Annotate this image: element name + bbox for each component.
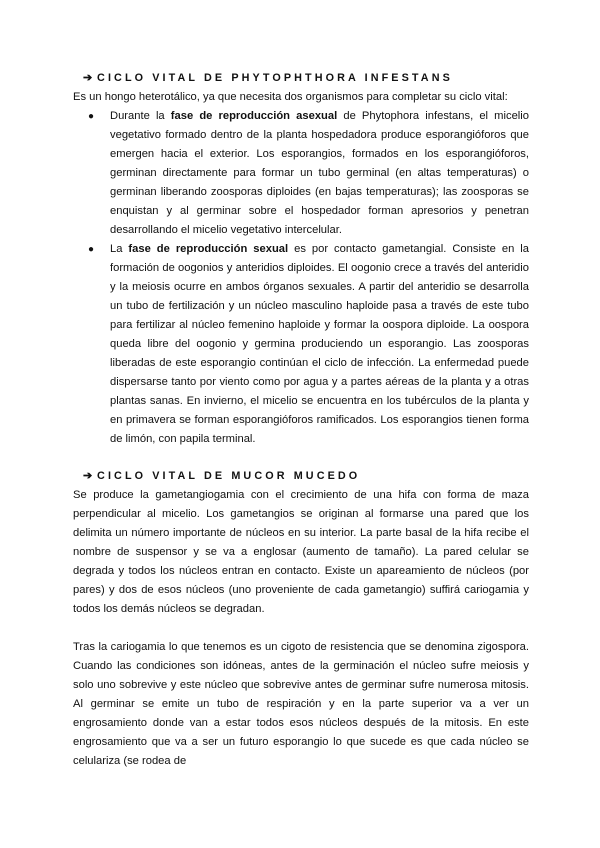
bullet-text-post: es por contacto gametangial. Consiste en la formación de oogonios y anteridios diploides. El oogonio crece a través del anteridio y la meiosis ocurre en ambos órganos sexuales. A partir del anteridio se desarrolla un tubo de fertilización y un núcleo masculino haploide pasa a través de este tubo para fertilizar al núcleo femenino haploide y formar la oospora diploide. La oospora queda libre del oogonio y germina produciendo un esporangio. Las zoosporas liberadas de este esporangio continúan el ciclo de infección. La enfermedad puede dispersarse tanto por viento como por agua y a partes aéreas de la planta y a otras plantas sanas. En invierno, el micelio se encuentra en los tubérculos de la planta y en primavera se forman esporangióforos ramificados. Los esporangios tienen forma de limón, con papila terminal. <box>110 243 529 445</box>
bullet-icon: ● <box>88 244 95 255</box>
body-paragraph-1: Se produce la gametangiogamia con el crecimiento de una hifa con forma de maza perpendicular al micelio. Los gametangios se originan al formarse una pared que los delimita un número importante de núcleos en su interior. La parte basal de la hifa recibe el nombre de suspensor y se va a englosar (aumento de tamaño). La pared celular se degrada y todos los núcleos entran en contacto. Existe un apareamiento de núcleos (por pares) y dos de esos núcleos (uno proveniente de cada gametangio) suffirá cariogamia y todos los demás núcleos se degradan. <box>73 489 529 615</box>
section-heading-phytophthora <box>83 69 529 88</box>
bullet-icon: ● <box>88 111 95 122</box>
spacer <box>73 619 529 638</box>
arrow-icon: ➔ <box>83 72 93 84</box>
bullet-bold-term: fase de reproducción asexual <box>170 110 338 122</box>
bullet-text-pre: La <box>110 243 129 255</box>
arrow-icon: ➔ <box>83 470 93 482</box>
bullet-item-sexual <box>73 240 529 449</box>
bullet-text-pre: Durante la <box>110 110 171 122</box>
bullet-item-asexual <box>73 107 529 240</box>
bullet-bold-term: fase de reproducción sexual <box>128 243 289 255</box>
heading-text: CICLO VITAL DE MUCOR MUCEDO <box>97 470 361 482</box>
intro-paragraph: Es un hongo heterotálico, ya que necesita dos organismos para completar su ciclo vital: <box>73 91 508 103</box>
document-content <box>73 69 529 771</box>
spacer <box>73 449 529 467</box>
bullet-list <box>73 107 529 449</box>
body-paragraph-2: Tras la cariogamia lo que tenemos es un cigoto de resistencia que se denomina zigospora. Cuando las condiciones son idóneas, antes de la germinación el núcleo sufre meiosis y solo uno sobrevive y este núcleo que sobrevive antes de germinar sufre numerosa mitosis. Al germinar se emite un tubo de respiración y en la parte superior va a ver un engrosamiento donde van a estar todos esos núcleos después de la mitosis. En este engrosamiento que va a ser un futuro esporangio lo que sucede es que cada núcleo se celulariza (se rodea de <box>73 641 529 767</box>
bullet-text-post: de Phytophora infestans, el micelio vegetativo formado dentro de la planta hospedadora produce esporangióforos que emergen hacia el exterior. Los esporangios, formados en los esporangióforos, germinan directamente para formar un tubo germinal (en altas temperaturas) o germinan liberando zoosporas diploides (en bajas temperaturas); las zoosporas se enquistan y al germinar sobre el hospedador forman apresorios y penetran desarrollando el micelio vegetativo intercelular. <box>110 110 529 236</box>
heading-text: CICLO VITAL DE PHYTOPHTHORA INFESTANS <box>97 72 453 84</box>
section-heading-mucor <box>83 467 529 486</box>
